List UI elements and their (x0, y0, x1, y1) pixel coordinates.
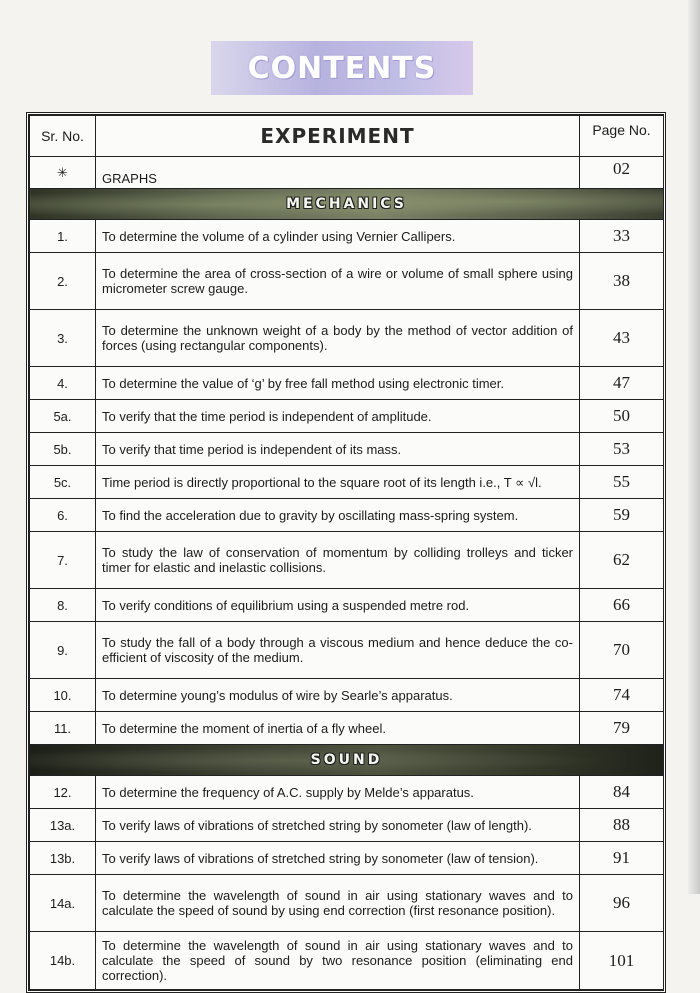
sr-no: 5a. (30, 400, 96, 433)
sr-no: 7. (30, 532, 96, 589)
table-row (30, 842, 664, 875)
sr-no: 10. (30, 679, 96, 712)
sr-no: 6. (30, 499, 96, 532)
experiment-title: To determine the wavelength of sound in air using stationary waves and to calculate the speed of sound by two resonance position (eliminating end correction). (96, 932, 580, 990)
page-number: 43 (580, 310, 664, 367)
page-edge-shadow (688, 0, 700, 894)
header-row (30, 116, 664, 157)
experiment-title: To verify that the time period is independent of amplitude. (96, 400, 580, 433)
table-row (30, 679, 664, 712)
experiment-title: To determine the unknown weight of a body by the method of vector addition of forces (using rectangular components). (96, 310, 580, 367)
sr-no: 3. (30, 310, 96, 367)
graphs-page: 02 (580, 157, 664, 189)
section-title: SOUND (310, 752, 383, 768)
experiment-title: To verify conditions of equilibrium using a suspended metre rod. (96, 589, 580, 622)
asterisk-icon: ✳ (30, 157, 96, 189)
experiment-title: To determine the moment of inertia of a fly wheel. (96, 712, 580, 745)
table-row (30, 809, 664, 842)
sr-no: 11. (30, 712, 96, 745)
sr-no: 14a. (30, 875, 96, 932)
section-title: MECHANICS (286, 196, 407, 212)
table-row (30, 499, 664, 532)
page-number: 62 (580, 532, 664, 589)
section-header-sound (30, 745, 664, 776)
experiment-title: To determine the frequency of A.C. supply by Melde’s apparatus. (96, 776, 580, 809)
experiment-title: To verify that time period is independent of its mass. (96, 433, 580, 466)
experiment-title: To determine the area of cross-section of a wire or volume of small sphere using micrometer screw gauge. (96, 253, 580, 310)
table-row (30, 367, 664, 400)
page-number: 47 (580, 367, 664, 400)
header-sr-no: Sr. No. (30, 116, 96, 157)
experiment-title: To determine the value of ‘g’ by free fall method using electronic timer. (96, 367, 580, 400)
graphs-row (30, 157, 664, 189)
table-row (30, 400, 664, 433)
section-header-mechanics (30, 189, 664, 220)
experiment-title: To study the fall of a body through a viscous medium and hence deduce the co-efficient of viscosity of the medium. (96, 622, 580, 679)
experiment-title: To find the acceleration due to gravity by oscillating mass-spring system. (96, 499, 580, 532)
page-number: 38 (580, 253, 664, 310)
sr-no: 5b. (30, 433, 96, 466)
contents-table (29, 115, 664, 990)
page-number: 70 (580, 622, 664, 679)
contents-table-frame (26, 112, 666, 993)
page-number: 96 (580, 875, 664, 932)
table-row (30, 589, 664, 622)
experiment-title: To determine young’s modulus of wire by Searle’s apparatus. (96, 679, 580, 712)
experiment-title: To study the law of conservation of momentum by colliding trolleys and ticker timer for elastic and inelastic collisions. (96, 532, 580, 589)
sr-no: 12. (30, 776, 96, 809)
table-row (30, 776, 664, 809)
table-row (30, 220, 664, 253)
page-number: 101 (580, 932, 664, 990)
experiment-title: To verify laws of vibrations of stretched string by sonometer (law of tension). (96, 842, 580, 875)
experiment-title: To verify laws of vibrations of stretched string by sonometer (law of length). (96, 809, 580, 842)
table-row (30, 875, 664, 932)
page-number: 55 (580, 466, 664, 499)
table-row (30, 932, 664, 990)
sr-no: 9. (30, 622, 96, 679)
page-number: 33 (580, 220, 664, 253)
page-number: 79 (580, 712, 664, 745)
page-number: 66 (580, 589, 664, 622)
graphs-label: GRAPHS (96, 157, 580, 189)
table-row (30, 433, 664, 466)
contents-title-banner (211, 41, 473, 95)
experiment-title: Time period is directly proportional to the square root of its length i.e., T ∝ √l. (96, 466, 580, 499)
table-row (30, 253, 664, 310)
sr-no: 2. (30, 253, 96, 310)
table-row (30, 310, 664, 367)
page-number: 91 (580, 842, 664, 875)
sr-no: 14b. (30, 932, 96, 990)
page-number: 74 (580, 679, 664, 712)
header-page-no: Page No. (580, 116, 664, 157)
sr-no: 8. (30, 589, 96, 622)
page-number: 53 (580, 433, 664, 466)
page-number: 84 (580, 776, 664, 809)
experiment-title: To determine the volume of a cylinder using Vernier Callipers. (96, 220, 580, 253)
sr-no: 13b. (30, 842, 96, 875)
sr-no: 4. (30, 367, 96, 400)
experiment-title: To determine the wavelength of sound in air using stationary waves and to calculate the speed of sound by using end correction (first resonance position). (96, 875, 580, 932)
sr-no: 1. (30, 220, 96, 253)
table-row (30, 622, 664, 679)
table-row (30, 532, 664, 589)
page-number: 50 (580, 400, 664, 433)
sr-no: 5c. (30, 466, 96, 499)
page-number: 88 (580, 809, 664, 842)
page-title: CONTENTS (247, 50, 437, 86)
header-experiment: EXPERIMENT (96, 116, 580, 157)
page-number: 59 (580, 499, 664, 532)
table-row (30, 712, 664, 745)
sr-no: 13a. (30, 809, 96, 842)
table-row (30, 466, 664, 499)
